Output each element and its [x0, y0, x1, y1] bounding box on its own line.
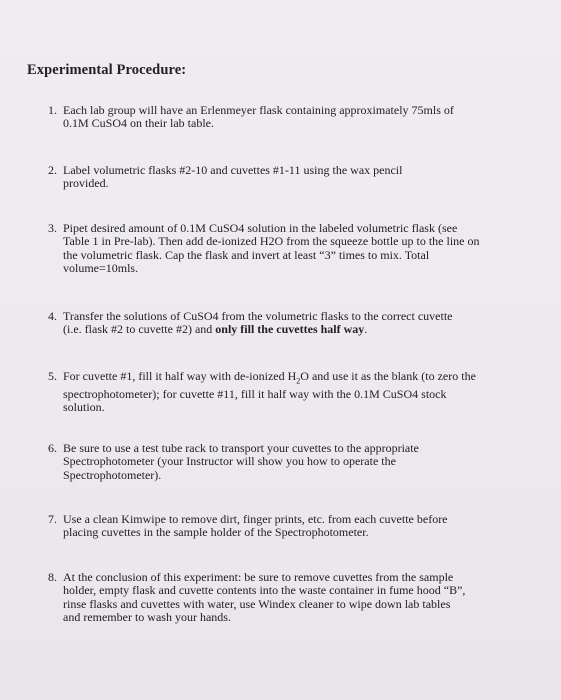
- step-number: 3.: [48, 221, 57, 235]
- step-line: Pipet desired amount of 0.1M CuSO4 solution in the labeled volumetric flask (see: [63, 221, 458, 235]
- step-line-text: For cuvette #1, fill it half way with de-ionized H: [63, 369, 297, 383]
- step-line-text: .: [364, 322, 368, 337]
- step-line: [63, 370, 508, 388]
- step-text: [63, 370, 508, 415]
- step-line: Be sure to use a test tube rack to transport your cuvettes to the appropriate: [63, 441, 419, 455]
- step-line: Transfer the solutions of CuSO4 from the volumetric flasks to the correct cuvette: [63, 309, 453, 323]
- step-line-text: (i.e. flask #2 to cuvette #2) and: [63, 322, 216, 337]
- step-line: At the conclusion of this experiment: be sure to remove cuvettes from the sample: [63, 570, 454, 584]
- procedure-step-7: [48, 513, 508, 540]
- step-number: 8.: [48, 570, 57, 584]
- step-number: 7.: [48, 512, 57, 526]
- step-line: spectrophotometer); for cuvette #11, fill it half way with the 0.1M CuSO4 stock: [63, 386, 447, 401]
- procedure-step-8: [48, 571, 508, 625]
- procedure-step-5: [48, 370, 508, 415]
- step-line: Spectrophotometer).: [63, 467, 162, 482]
- step-line: provided.: [63, 176, 109, 191]
- step-text: [63, 164, 508, 191]
- step-line: [63, 323, 508, 336]
- step-text: [63, 104, 508, 131]
- step-line-emphasis: only fill the cuvettes half way: [215, 322, 365, 337]
- procedure-step-6: [48, 442, 508, 482]
- step-line: rinse flasks and cuvettes with water, use Windex cleaner to wipe down lab tables: [63, 596, 451, 611]
- step-text: [63, 222, 508, 276]
- step-line: volume=10mls.: [63, 261, 139, 276]
- step-line-text: O and use it as the blank (to zero the: [300, 369, 476, 383]
- step-line: and remember to wash your hands.: [63, 610, 231, 625]
- subscript-2: 2: [296, 376, 301, 386]
- step-line: solution.: [63, 400, 105, 415]
- step-number: 6.: [48, 441, 57, 455]
- step-number: 5.: [48, 369, 57, 383]
- step-line: Table 1 in Pre-lab). Then add de-ionized H2O from the squeeze bottle up to the line on: [63, 234, 480, 249]
- step-line: Spectrophotometer (your Instructor will show you how to operate the: [63, 454, 396, 469]
- step-number: 1.: [48, 103, 57, 117]
- step-line: holder, empty flask and cuvette contents into the waste container in fume hood “B”,: [63, 583, 466, 598]
- step-line: Each lab group will have an Erlenmeyer flask containing approximately 75mls of: [63, 103, 454, 117]
- step-line: the volumetric flask. Cap the flask and invert at least “3” times to mix. Total: [63, 247, 430, 262]
- step-number: 4.: [48, 309, 57, 323]
- procedure-step-4: [48, 310, 508, 337]
- page-title: Experimental Procedure:: [27, 62, 187, 78]
- step-line: Label volumetric flasks #2-10 and cuvettes #1-11 using the wax pencil: [63, 163, 403, 177]
- step-line: placing cuvettes in the sample holder of the Spectrophotometer.: [63, 525, 369, 540]
- procedure-step-3: [48, 222, 508, 276]
- step-text: [63, 513, 508, 540]
- step-text: [63, 442, 508, 482]
- step-line: 0.1M CuSO4 on their lab table.: [63, 116, 214, 131]
- procedure-step-2: [48, 164, 508, 191]
- procedure-step-1: [48, 104, 508, 131]
- step-line: Use a clean Kimwipe to remove dirt, finger prints, etc. from each cuvette before: [63, 512, 448, 526]
- step-text: [63, 310, 508, 337]
- step-text: [63, 571, 508, 625]
- step-number: 2.: [48, 163, 57, 177]
